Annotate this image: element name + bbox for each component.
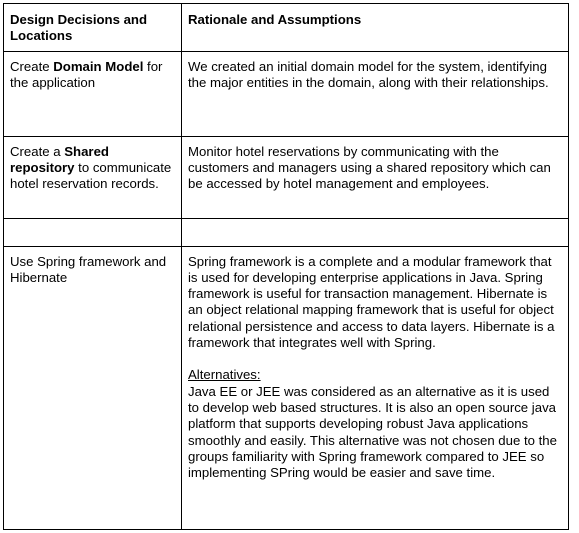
- paragraph-gap: [188, 351, 562, 367]
- decision-suffix: for the application: [10, 58, 163, 90]
- header-rationale: Rationale and Assumptions: [182, 4, 569, 52]
- decision-cell: [4, 136, 182, 218]
- decision-cell-empty: [4, 218, 182, 246]
- rationale-paragraph: Spring framework is a complete and a modular framework that is used for developing enterprise applications in Java. Spring framework is useful for transaction management. Hibernate is an object relational mapping framework that is useful for object relational persistence and access to data layers. Hibernate is a framework that integrates well with Spring.: [188, 253, 555, 351]
- decision-prefix: Create a: [10, 143, 65, 159]
- decision-cell: Use Spring framework and Hibernate: [4, 246, 182, 529]
- table-header-row: [4, 4, 569, 52]
- decision-keyword: Shared repository: [10, 143, 109, 175]
- design-decisions-table: [3, 3, 569, 530]
- table-row: [4, 246, 569, 529]
- decision-cell: [4, 51, 182, 136]
- rationale-cell: We created an initial domain model for the system, identifying the major entities in the domain, along with their relationships.: [182, 51, 569, 136]
- decision-keyword: Domain Model: [53, 58, 144, 74]
- header-design-decisions: Design Decisions and Locations: [4, 4, 182, 52]
- rationale-cell-empty: [182, 218, 569, 246]
- decision-prefix: Create: [10, 58, 54, 74]
- alternatives-heading: Alternatives:: [188, 367, 261, 383]
- table-row: [4, 51, 569, 136]
- alternatives-paragraph: Java EE or JEE was considered as an alternative as it is used to develop web based structures. It is also an open source java platform that supports developing robust Java applications smoothly and easily. This alternative was not chosen due to the groups familiarity with Spring framework compared to JEE so implementing SPring would be easier and save time.: [188, 383, 557, 481]
- rationale-cell: Monitor hotel reservations by communicating with the customers and managers using a shared repository which can be accessed by hotel management and employees.: [182, 136, 569, 218]
- decision-suffix: to communicate hotel reservation records.: [10, 159, 172, 192]
- rationale-cell: [182, 246, 569, 529]
- table-row: [4, 136, 569, 218]
- table-row-empty: [4, 218, 569, 246]
